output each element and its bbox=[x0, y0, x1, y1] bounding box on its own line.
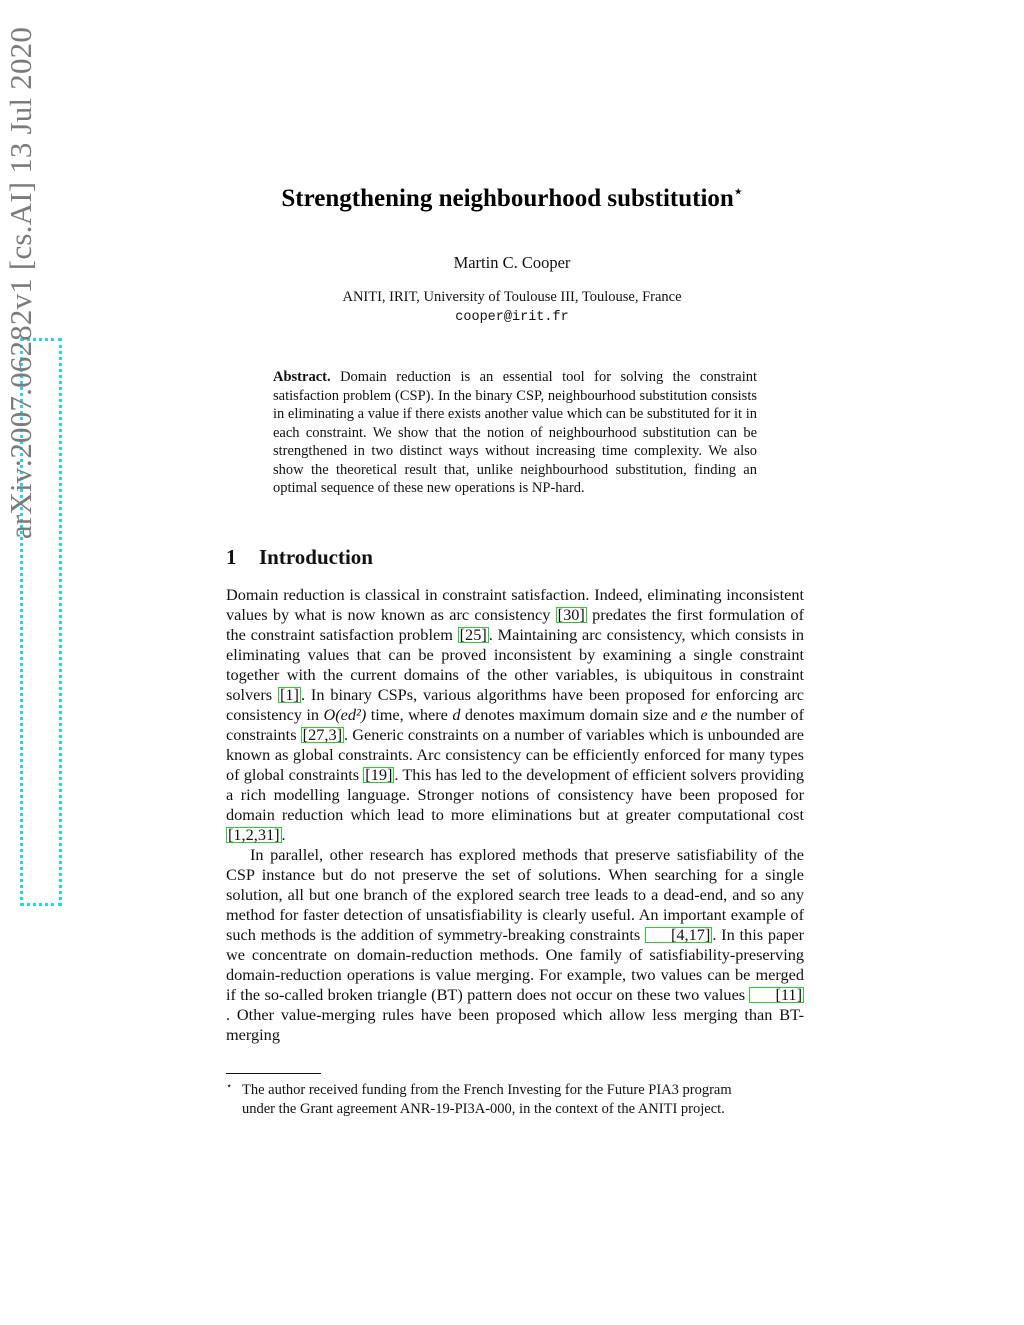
citation-link[interactable]: [4,17] bbox=[645, 927, 712, 943]
abstract bbox=[273, 368, 757, 498]
footnote bbox=[226, 1077, 806, 1119]
citation-link[interactable]: [1,2,31] bbox=[228, 825, 280, 844]
paragraph-2 bbox=[226, 845, 804, 1045]
citation-link[interactable]: [19] bbox=[365, 765, 393, 784]
text-run: predates the first formulation of the constraint satisfaction problem bbox=[226, 605, 804, 644]
math-variable: e bbox=[700, 705, 708, 724]
text-run: denotes maximum domain size and bbox=[460, 705, 701, 724]
text-run: . In binary CSPs, various algorithms have been proposed for enforcing arc consistency in bbox=[226, 685, 804, 724]
section-title: Introduction bbox=[259, 545, 373, 569]
footnote-mark: ⋆ bbox=[226, 1081, 233, 1092]
footnote-line-2: under the Grant agreement ANR-19-PI3A-000, in the context of the ANITI project. bbox=[242, 1101, 725, 1117]
citation-link[interactable]: [1] bbox=[279, 685, 299, 704]
section-number: 1 bbox=[226, 545, 237, 569]
math-variable: d bbox=[452, 705, 461, 724]
text-run: time, where bbox=[366, 705, 453, 724]
paragraph-1 bbox=[226, 585, 804, 845]
abstract-label: Abstract. bbox=[273, 369, 331, 385]
text-run: In parallel, other research has explored methods that preserve satisfiability of the CSP instance but do not preserve the set of solutions. When searching for a single solution, all but one branch of the explored search tree leads to a dead-end, and so any method for faster detection of unsatisfiability is clearly useful. An important example of such methods is the addition of symmetry-breaking constraints bbox=[226, 845, 804, 944]
text-run: . Other value-merging rules have been proposed which allow less merging than BT-merging bbox=[226, 1005, 804, 1044]
title-footnote-mark: ⋆ bbox=[733, 185, 743, 200]
text-run: . This has led to the development of efficient solvers providing a rich modelling language. Stronger notions of consistency have been proposed for domain reduction which lead to more eliminations but at greater computational cost bbox=[226, 765, 804, 824]
text-run: . Maintaining arc consistency, which consists in eliminating values that can be proved inconsistent by examining a single constraint together with the current domains of the other variables, is ubiquitous in constraint solvers bbox=[226, 625, 804, 704]
section-heading bbox=[226, 545, 373, 570]
citation-link[interactable]: [11] bbox=[749, 987, 804, 1003]
abstract-text: Domain reduction is an essential tool for solving the constraint satisfaction problem (CSP). In the binary CSP, neighbourhood substitution consists in eliminating a value if there exists another value which can be substituted for it in each constraint. We show that the notion of neighbourhood substitution can be strengthened in two distinct ways without increasing time complexity. We also show the theoretical result that, unlike neighbourhood substitution, finding an optimal sequence of these new operations is NP-hard. bbox=[273, 369, 757, 496]
author-affiliation: ANITI, IRIT, University of Toulouse III, Toulouse, France bbox=[342, 289, 682, 305]
paper-title bbox=[180, 184, 844, 213]
citation-link[interactable]: [30] bbox=[557, 605, 585, 624]
author-name: Martin C. Cooper bbox=[453, 253, 571, 272]
citation-link[interactable]: [27,3] bbox=[302, 725, 343, 744]
text-run: the number of constraints bbox=[226, 705, 804, 744]
author-email: cooper@irit.fr bbox=[455, 310, 569, 325]
text-run: . bbox=[281, 825, 286, 844]
text-run: . In this paper we concentrate on domain-reduction methods. One family of satisfiability-preserving domain-reduction operations is value merging. For example, two values can be merged if the so-called broken triangle (BT) pattern does not occur on these two values bbox=[226, 925, 804, 1004]
arxiv-identifier: arXiv:2007.06282v1 [cs.AI] 13 Jul 2020 bbox=[3, 26, 38, 540]
text-run: . Generic constraints on a number of variables which is unbounded are known as global constraints. Arc consistency can be efficiently enforced for many types of global constraints bbox=[226, 725, 804, 784]
math-expression: O(ed²) bbox=[323, 705, 367, 724]
citation-link[interactable]: [25] bbox=[459, 625, 487, 644]
body-text bbox=[226, 585, 804, 1045]
paper-title-text: Strengthening neighbourhood substitution bbox=[281, 185, 734, 212]
footnote-text-1: The author received funding from the French Investing for the Future PIA3 program bbox=[242, 1082, 732, 1098]
footnote-line-1 bbox=[226, 1077, 806, 1100]
text-run: Domain reduction is classical in constraint satisfaction. Indeed, eliminating inconsistent values by what is now known as arc consistency bbox=[226, 585, 804, 624]
footnote-rule bbox=[226, 1073, 321, 1074]
